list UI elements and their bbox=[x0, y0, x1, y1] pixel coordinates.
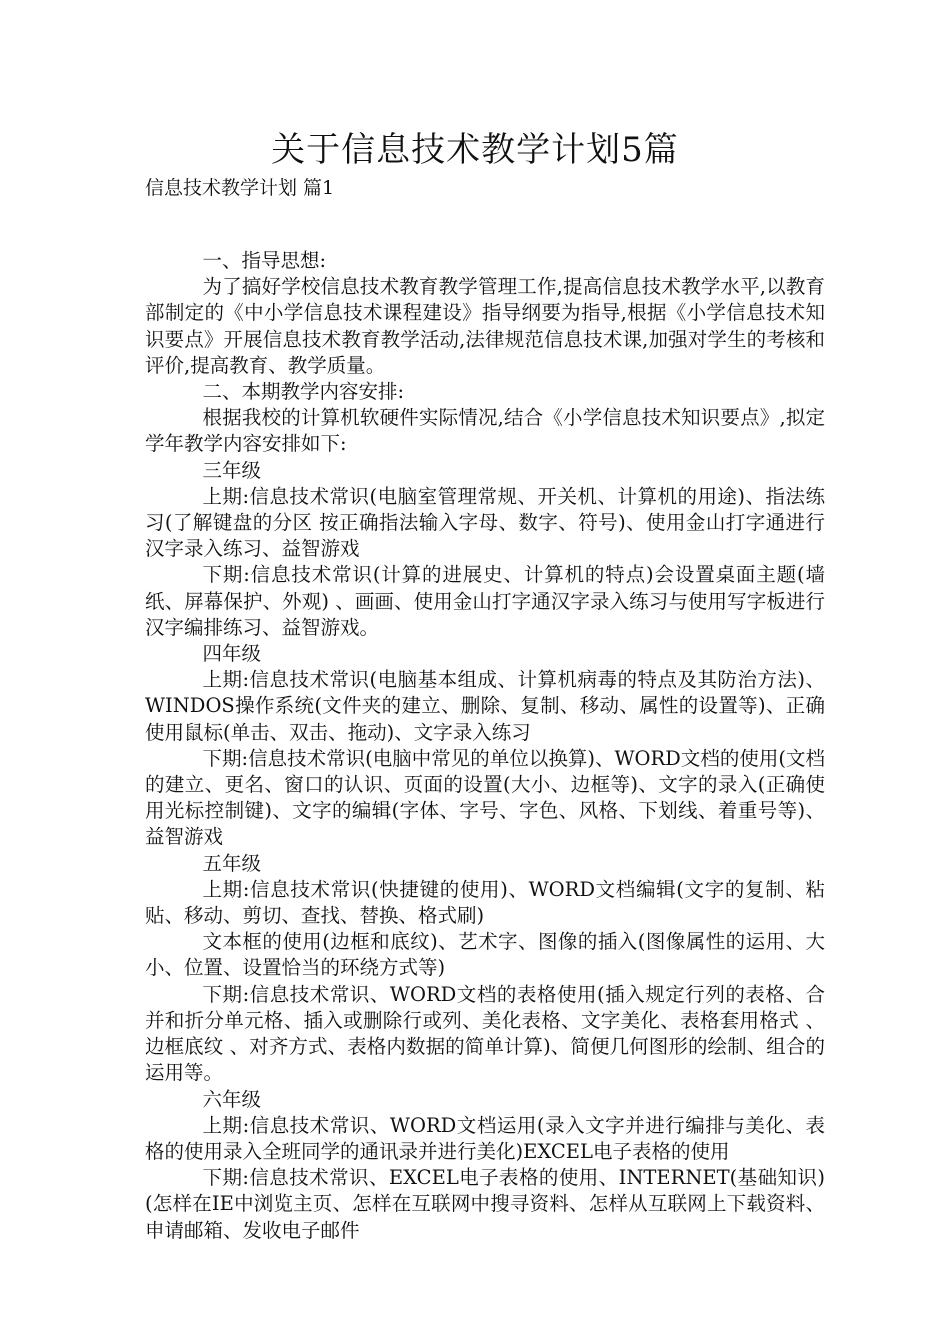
paragraph-grade5-second-term: 下期:信息技术常识、WORD文档的表格使用(插入规定行列的表格、合并和折分单元格、插入或删除行或列、美化表格、文字美化、表格套用格式 、边框底纹 、对齐方式、表格内数据的简单计算)、简便几何图形的绘制、组合的运用等。 bbox=[145, 982, 825, 1085]
paragraph-grade5-textbox: 文本框的使用(边框和底纹)、艺术字、图像的插入(图像属性的运用、大小、位置、设置恰当的环绕方式等) bbox=[145, 930, 825, 980]
paragraph-grade6-second-term: 下期:信息技术常识、EXCEL电子表格的使用、INTERNET(基础知识)(怎样在IE中浏览主页、怎样在互联网中搜寻资料、怎样从互联网上下载资料、申请邮箱、发收电子邮件 bbox=[145, 1166, 825, 1242]
grade-heading-four: 四年级 bbox=[202, 642, 262, 666]
document-title: 关于信息技术教学计划5篇 bbox=[271, 130, 679, 170]
paragraph-grade4-second-term: 下期:信息技术常识(电脑中常见的单位以换算)、WORD文档的使用(文档的建立、更名、窗口的认识、页面的设置(大小、边框等)、文字的录入(正确使用光标控制键)、文字的编辑(字体、字号、字色、风格、下划线、着重号等)、益智游戏 bbox=[145, 746, 825, 849]
paragraph-grade6-first-term: 上期:信息技术常识、WORD文档运用(录入文字并进行编排与美化、表格的使用录入全班同学的通讯录并进行美化)EXCEL电子表格的使用 bbox=[145, 1113, 825, 1163]
paragraph-grade4-first-term: 上期:信息技术常识(电脑基本组成、计算机病毒的特点及其防治方法)、WINDOS操作系统(文件夹的建立、删除、复制、移动、属性的设置等)、正确使用鼠标(单击、双击、拖动)、文字录入练习 bbox=[145, 668, 825, 744]
paragraph-grade3-second-term: 下期:信息技术常识(计算的进展史、计算机的特点)会设置桌面主题(墙纸、屏幕保护、外观) 、画画、使用金山打字通汉字录入练习与使用写字板进行汉字编排练习、益智游戏。 bbox=[145, 563, 825, 639]
grade-heading-three: 三年级 bbox=[202, 458, 262, 482]
section-heading-teaching-arrangement: 二、本期教学内容安排: bbox=[202, 380, 405, 404]
paragraph-grade5-first-term: 上期:信息技术常识(快捷键的使用)、WORD文档编辑(文字的复制、粘贴、移动、剪切、查找、替换、格式刷) bbox=[145, 877, 825, 928]
paragraph-grade3-first-term: 上期:信息技术常识(电脑室管理常规、开关机、计算机的用途)、指法练习(了解键盘的分区 按正确指法输入字母、数字、符号)、使用金山打字通进行汉字录入练习、益智游戏 bbox=[145, 484, 825, 561]
document-subtitle: 信息技术教学计划 篇1 bbox=[145, 177, 335, 199]
section-heading-guiding-ideology: 一、指导思想: bbox=[202, 249, 327, 272]
document-body bbox=[145, 248, 825, 1244]
paragraph-arrangement-intro: 根据我校的计算机软硬件实际情况,结合《小学信息技术知识要点》,拟定学年教学内容安排如下: bbox=[145, 406, 825, 456]
grade-heading-six: 六年级 bbox=[202, 1087, 262, 1111]
grade-heading-five: 五年级 bbox=[202, 851, 262, 875]
paragraph-guiding-ideology: 为了搞好学校信息技术教育教学管理工作,提高信息技术教学水平,以教育部制定的《中小学信息技术课程建设》指导纲要为指导,根据《小学信息技术知识要点》开展信息技术教育教学活动,法律规范信息技术课,加强对学生的考核和评价,提高教育、教学质量。 bbox=[145, 275, 825, 377]
